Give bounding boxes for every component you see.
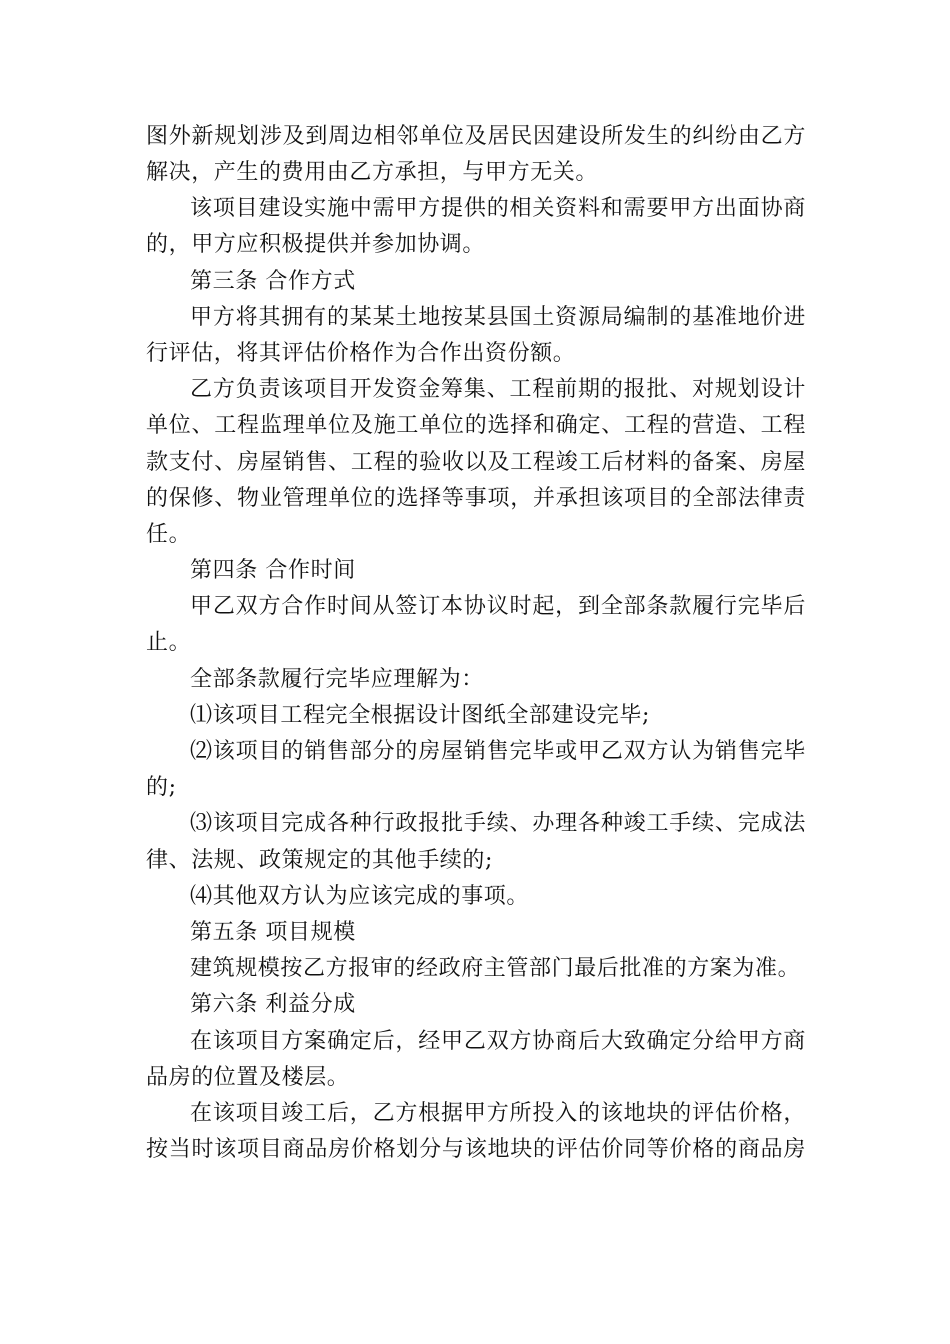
body-line: 按当时该项目商品房价格划分与该地块的评估价同等价格的商品房 bbox=[146, 1137, 806, 1162]
body-line: 止。 bbox=[146, 630, 192, 655]
body-line: 在该项目竣工后，乙方根据甲方所投入的该地块的评估价格， bbox=[190, 1101, 806, 1126]
body-line: 建筑规模按乙方报审的经政府主管部门最后批准的方案为准。 bbox=[190, 956, 801, 981]
body-line: 该项目建设实施中需甲方提供的相关资料和需要甲方出面协商 bbox=[190, 196, 806, 221]
body-line: 图外新规划涉及到周边相邻单位及居民因建设所发生的纠纷由乙方 bbox=[146, 124, 806, 149]
section-heading: 第六条 利益分成 bbox=[190, 992, 356, 1017]
list-item: ⑵该项目的销售部分的房屋销售完毕或甲乙双方认为销售完毕 bbox=[190, 739, 806, 764]
body-line: 在该项目方案确定后，经甲乙双方协商后大致确定分给甲方商 bbox=[190, 1029, 806, 1054]
body-line: 解决，产生的费用由乙方承担，与甲方无关。 bbox=[146, 160, 599, 185]
list-item: 律、法规、政策规定的其他手续的; bbox=[146, 848, 494, 873]
body-line: 品房的位置及楼层。 bbox=[146, 1065, 350, 1090]
list-item: ⑶该项目完成各种行政报批手续、办理各种竣工手续、完成法 bbox=[190, 811, 806, 836]
body-line: 全部条款履行完毕应理解为： bbox=[190, 667, 484, 692]
body-line: 的保修、物业管理单位的选择等事项，并承担该项目的全部法律责 bbox=[146, 486, 806, 511]
body-line: 甲乙双方合作时间从签订本协议时起，到全部条款履行完毕后 bbox=[190, 594, 806, 619]
body-line: 乙方负责该项目开发资金筹集、工程前期的报批、对规划设计 bbox=[190, 377, 806, 402]
body-line: 甲方将其拥有的某某土地按某县国土资源局编制的基准地价进 bbox=[190, 305, 806, 330]
body-line: 行评估，将其评估价格作为合作出资份额。 bbox=[146, 341, 576, 366]
section-heading: 第四条 合作时间 bbox=[190, 558, 356, 583]
list-item: 的; bbox=[146, 775, 177, 800]
list-item: ⑷其他双方认为应该完成的事项。 bbox=[190, 884, 530, 909]
section-heading: 第三条 合作方式 bbox=[190, 269, 356, 294]
body-line: 款支付、房屋销售、工程的验收以及工程竣工后材料的备案、房屋 bbox=[146, 450, 806, 475]
list-item: ⑴该项目工程完全根据设计图纸全部建设完毕; bbox=[190, 703, 651, 728]
section-heading: 第五条 项目规模 bbox=[190, 920, 356, 945]
body-line: 单位、工程监理单位及施工单位的选择和确定、工程的营造、工程 bbox=[146, 413, 806, 438]
body-line: 的，甲方应积极提供并参加协调。 bbox=[146, 232, 486, 257]
body-line: 任。 bbox=[146, 522, 192, 547]
